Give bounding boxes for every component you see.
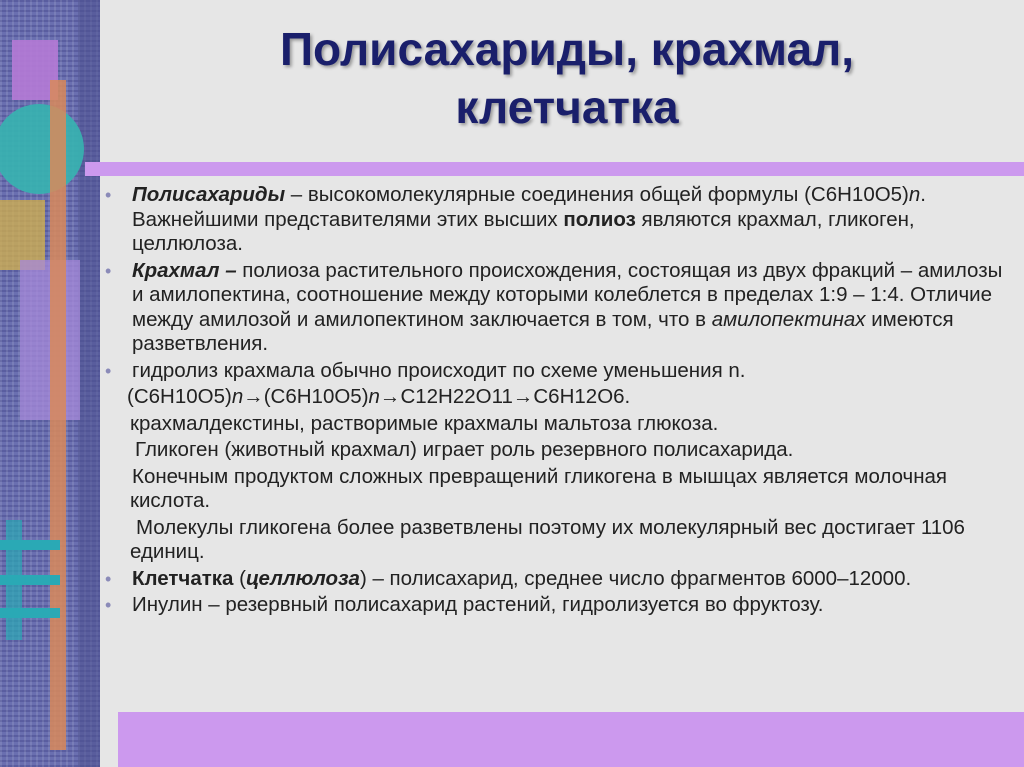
title-line-1: Полисахариды, крахмал, bbox=[279, 23, 855, 75]
bottom-accent-bar bbox=[118, 712, 1024, 767]
decorative-side-strip bbox=[0, 0, 100, 767]
term: Полисахариды bbox=[132, 183, 286, 206]
slide-title bbox=[110, 20, 1024, 136]
strip-orange-bar bbox=[50, 80, 66, 750]
term: Крахмал – bbox=[132, 258, 237, 282]
hydrolysis-scheme: (С6Н10О5)n→(С6Н10О5)n→С12Н22О11→С6Н12О6. bbox=[127, 385, 631, 408]
bullet-icon: • bbox=[105, 568, 112, 589]
bullet-item-hydrolysis: • гидролиз крахмала обычно происходит по схеме уменьшения n. bbox=[105, 358, 746, 382]
strip-teal-line bbox=[0, 575, 60, 585]
title-divider bbox=[85, 162, 1024, 176]
bullet-item-starch: • Крахмал – полиоза растительного происхождения, состоящая из двух фракций – амилозы и амилопектина, соотношение между которыми колеблется в пределах 1:9 – 1:4. Отличие между амилозой и амилопектином заключается в том, что в амилопектинах имеются разветвления. bbox=[105, 258, 1003, 355]
text-line: крахмалдекстины, растворимые крахмалы мальтоза глюкоза. bbox=[130, 411, 719, 435]
text-line: Гликоген (животный крахмал) играет роль резервного полисахарида. bbox=[135, 438, 794, 461]
bullet-icon: • bbox=[105, 595, 112, 615]
strip-teal-line bbox=[0, 608, 60, 618]
bullet-item-polysaccharides: • Полисахариды – высокомолекулярные соединения общей формулы (С6Н10О5)n. Важнейшими представителями этих высших полиоз являются крахмал, гликоген, целлюлоза. bbox=[105, 183, 926, 255]
bullet-icon: • bbox=[105, 360, 112, 381]
strip-dark-band bbox=[78, 0, 100, 767]
bullet-icon: • bbox=[105, 185, 112, 205]
bullet-icon: • bbox=[105, 260, 112, 281]
strip-teal-line bbox=[0, 540, 60, 550]
term: Клетчатка bbox=[132, 566, 234, 590]
slide-body bbox=[105, 183, 1010, 620]
strip-teal-circle bbox=[0, 104, 84, 194]
text-line: Молекулы гликогена более разветвлены поэтому их молекулярный вес достигает 1106 единиц. bbox=[130, 515, 965, 563]
bullet-item-inulin: • Инулин – резервный полисахарид растений, гидролизуется во фруктозу. bbox=[105, 593, 824, 616]
bold-term: полиоз bbox=[563, 207, 636, 231]
bullet-item-cellulose: • Клетчатка (целлюлоза) – полисахарид, среднее число фрагментов 6000–12000. bbox=[105, 566, 912, 590]
text-line: Конечным продуктом сложных превращений гликогена в мышцах является молочная кислота. bbox=[130, 464, 948, 512]
title-line-2: клетчатка bbox=[455, 81, 679, 133]
